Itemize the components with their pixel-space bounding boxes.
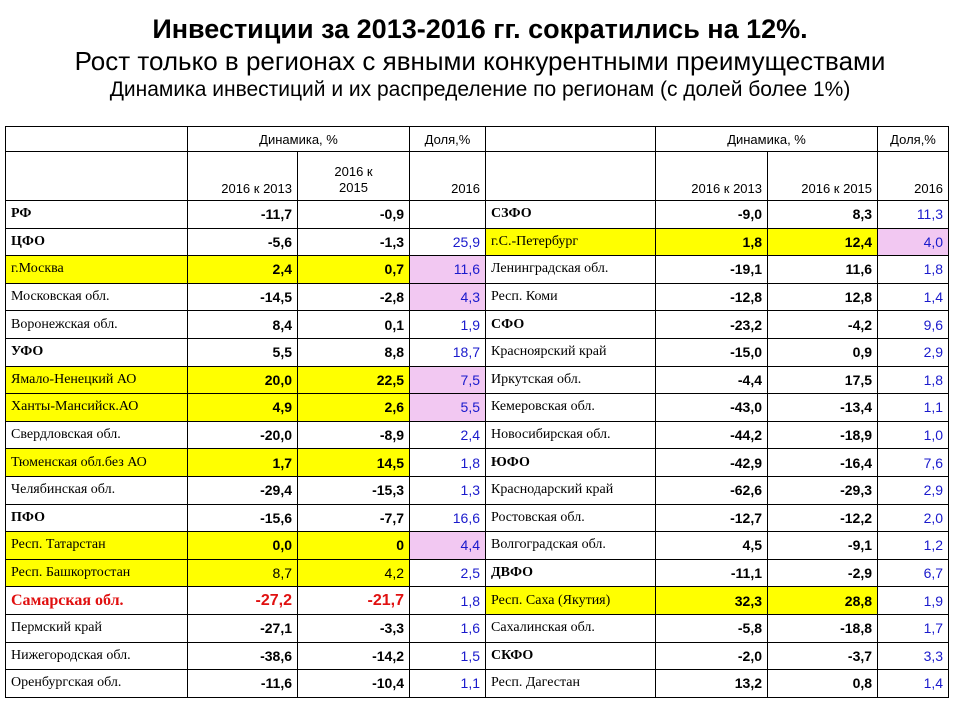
- dynamics-2013-left: 8,7: [188, 559, 298, 587]
- share-2016-right: 1,8: [878, 366, 949, 394]
- dynamics-2013-right: -4,4: [656, 366, 768, 394]
- dynamics-2013-left: 2,4: [188, 256, 298, 284]
- region-name-left: г.Москва: [6, 256, 188, 284]
- dynamics-2015-right: -13,4: [768, 394, 878, 422]
- dynamics-2013-right: -43,0: [656, 394, 768, 422]
- dynamics-2015-left: 0,1: [298, 311, 410, 339]
- region-name-left: ПФО: [6, 504, 188, 532]
- dynamics-2013-right: -15,0: [656, 338, 768, 366]
- region-name-left: Оренбургская обл.: [6, 670, 188, 698]
- dynamics-2013-right: -2,0: [656, 642, 768, 670]
- dynamics-2013-right: -23,2: [656, 311, 768, 339]
- header-2015-left-text: 2016 к 2015: [334, 164, 373, 195]
- dynamics-2013-left: -11,6: [188, 670, 298, 698]
- region-name-right: СЗФО: [486, 201, 656, 229]
- header-region-right: [486, 152, 656, 201]
- region-name-left: Челябинская обл.: [6, 476, 188, 504]
- share-2016-left: 2,4: [410, 421, 486, 449]
- table-row: [6, 283, 949, 311]
- share-2016-left: 4,4: [410, 532, 486, 560]
- region-name-right: СКФО: [486, 642, 656, 670]
- region-name-right: Красноярский край: [486, 338, 656, 366]
- page-title: Инвестиции за 2013-2016 гг. сократились на 12%.: [152, 14, 808, 44]
- dynamics-2013-left: 20,0: [188, 366, 298, 394]
- dynamics-2015-right: -16,4: [768, 449, 878, 477]
- share-2016-left: 5,5: [410, 394, 486, 422]
- dynamics-2015-right: 28,8: [768, 587, 878, 615]
- dynamics-2013-left: -15,6: [188, 504, 298, 532]
- share-2016-left: 1,8: [410, 587, 486, 615]
- share-2016-left: [410, 201, 486, 229]
- dynamics-2013-left: -5,6: [188, 228, 298, 256]
- dynamics-2015-left: 14,5: [298, 449, 410, 477]
- region-name-left: Тюменская обл.без АО: [6, 449, 188, 477]
- dynamics-2013-left: -27,2: [188, 587, 298, 615]
- region-name-left: Самарская обл.: [6, 587, 188, 615]
- dynamics-2013-right: -11,1: [656, 559, 768, 587]
- dynamics-2013-right: -19,1: [656, 256, 768, 284]
- dynamics-2015-left: -14,2: [298, 642, 410, 670]
- share-2016-right: 1,1: [878, 394, 949, 422]
- share-2016-left: 11,6: [410, 256, 486, 284]
- dynamics-2015-left: -1,3: [298, 228, 410, 256]
- region-name-left: Ямало-Ненецкий АО: [6, 366, 188, 394]
- dynamics-2015-right: -18,8: [768, 614, 878, 642]
- table-row: [6, 614, 949, 642]
- dynamics-2015-left: -7,7: [298, 504, 410, 532]
- region-name-left: Ханты-Мансийск.АО: [6, 394, 188, 422]
- header-share-right: Доля,%: [878, 127, 949, 152]
- dynamics-2013-right: -5,8: [656, 614, 768, 642]
- share-2016-left: 1,9: [410, 311, 486, 339]
- region-name-right: ДВФО: [486, 559, 656, 587]
- table-row: [6, 532, 949, 560]
- share-2016-left: 1,8: [410, 449, 486, 477]
- dynamics-2013-left: -20,0: [188, 421, 298, 449]
- region-name-right: Респ. Саха (Якутия): [486, 587, 656, 615]
- table-row: [6, 587, 949, 615]
- share-2016-right: 11,3: [878, 201, 949, 229]
- dynamics-2015-right: 0,9: [768, 338, 878, 366]
- dynamics-2015-right: 17,5: [768, 366, 878, 394]
- region-name-left: Респ. Татарстан: [6, 532, 188, 560]
- table-caption: Динамика инвестиций и их распределение по регионам (с долей более 1%): [109, 78, 851, 101]
- share-2016-left: 7,5: [410, 366, 486, 394]
- share-2016-right: 3,3: [878, 642, 949, 670]
- dynamics-2015-left: 4,2: [298, 559, 410, 587]
- region-name-right: Новосибирская обл.: [486, 421, 656, 449]
- dynamics-2015-left: 2,6: [298, 394, 410, 422]
- dynamics-2015-left: -0,9: [298, 201, 410, 229]
- dynamics-2013-right: 32,3: [656, 587, 768, 615]
- dynamics-2015-left: -15,3: [298, 476, 410, 504]
- dynamics-2013-right: 1,8: [656, 228, 768, 256]
- table-row: [6, 256, 949, 284]
- dynamics-2015-right: 0,8: [768, 670, 878, 698]
- share-2016-left: 2,5: [410, 559, 486, 587]
- dynamics-2015-left: -3,3: [298, 614, 410, 642]
- table-row: [6, 228, 949, 256]
- dynamics-2013-left: -27,1: [188, 614, 298, 642]
- dynamics-2013-left: 8,4: [188, 311, 298, 339]
- region-name-left: Нижегородская обл.: [6, 642, 188, 670]
- dynamics-2013-left: -29,4: [188, 476, 298, 504]
- header-empty-left: [6, 127, 188, 152]
- dynamics-2013-right: -42,9: [656, 449, 768, 477]
- region-name-left: ЦФО: [6, 228, 188, 256]
- dynamics-2013-left: -11,7: [188, 201, 298, 229]
- dynamics-2015-right: 12,8: [768, 283, 878, 311]
- region-name-right: СФО: [486, 311, 656, 339]
- dynamics-2015-left: 22,5: [298, 366, 410, 394]
- region-name-right: Ростовская обл.: [486, 504, 656, 532]
- dynamics-2013-left: 4,9: [188, 394, 298, 422]
- dynamics-2015-right: -18,9: [768, 421, 878, 449]
- header-2016-left: 2016: [410, 152, 486, 201]
- dynamics-2015-left: -10,4: [298, 670, 410, 698]
- header-2015-right: 2016 к 2015: [768, 152, 878, 201]
- dynamics-2013-right: -12,8: [656, 283, 768, 311]
- dynamics-2013-left: 0,0: [188, 532, 298, 560]
- dynamics-2015-right: -2,9: [768, 559, 878, 587]
- share-2016-right: 7,6: [878, 449, 949, 477]
- region-name-left: Свердловская обл.: [6, 421, 188, 449]
- region-name-right: Респ. Коми: [486, 283, 656, 311]
- dynamics-2015-left: -8,9: [298, 421, 410, 449]
- region-name-right: г.С.-Петербург: [486, 228, 656, 256]
- dynamics-2013-right: -44,2: [656, 421, 768, 449]
- table-row: [6, 449, 949, 477]
- share-2016-right: 1,9: [878, 587, 949, 615]
- share-2016-right: 1,7: [878, 614, 949, 642]
- header-2013-right: 2016 к 2013: [656, 152, 768, 201]
- share-2016-right: 1,0: [878, 421, 949, 449]
- header-region-left: [6, 152, 188, 201]
- region-name-left: РФ: [6, 201, 188, 229]
- region-name-right: Респ. Дагестан: [486, 670, 656, 698]
- dynamics-2013-right: -12,7: [656, 504, 768, 532]
- header-share-left: Доля,%: [410, 127, 486, 152]
- region-name-right: Сахалинская обл.: [486, 614, 656, 642]
- table-row: [6, 642, 949, 670]
- share-2016-left: 1,3: [410, 476, 486, 504]
- share-2016-right: 6,7: [878, 559, 949, 587]
- header-2016-right: 2016: [878, 152, 949, 201]
- dynamics-2013-left: 1,7: [188, 449, 298, 477]
- dynamics-2015-left: 8,8: [298, 338, 410, 366]
- header-dynamics-left: Динамика, %: [188, 127, 410, 152]
- share-2016-left: 1,5: [410, 642, 486, 670]
- region-name-left: УФО: [6, 338, 188, 366]
- region-name-left: Воронежская обл.: [6, 311, 188, 339]
- dynamics-2015-right: -12,2: [768, 504, 878, 532]
- header-2015-left: [298, 152, 410, 201]
- header-row-1: [6, 127, 949, 152]
- page-subtitle: Рост только в регионах с явными конкурентными преимуществами: [74, 46, 886, 76]
- share-2016-right: 4,0: [878, 228, 949, 256]
- dynamics-2013-left: -38,6: [188, 642, 298, 670]
- share-2016-right: 2,0: [878, 504, 949, 532]
- dynamics-2015-left: -2,8: [298, 283, 410, 311]
- dynamics-2013-left: -14,5: [188, 283, 298, 311]
- investment-table: [5, 126, 949, 698]
- share-2016-left: 16,6: [410, 504, 486, 532]
- dynamics-2013-right: -9,0: [656, 201, 768, 229]
- share-2016-right: 2,9: [878, 338, 949, 366]
- header-empty-right: [486, 127, 656, 152]
- dynamics-2013-left: 5,5: [188, 338, 298, 366]
- dynamics-2015-left: 0,7: [298, 256, 410, 284]
- table-row: [6, 338, 949, 366]
- share-2016-left: 1,6: [410, 614, 486, 642]
- title-block: [0, 12, 960, 104]
- dynamics-2015-right: 11,6: [768, 256, 878, 284]
- dynamics-2015-left: -21,7: [298, 587, 410, 615]
- share-2016-left: 25,9: [410, 228, 486, 256]
- dynamics-2013-right: 4,5: [656, 532, 768, 560]
- table-row: [6, 476, 949, 504]
- table-row: [6, 366, 949, 394]
- dynamics-2015-right: -9,1: [768, 532, 878, 560]
- table-row: [6, 394, 949, 422]
- table-row: [6, 311, 949, 339]
- region-name-right: Иркутская обл.: [486, 366, 656, 394]
- share-2016-left: 4,3: [410, 283, 486, 311]
- region-name-right: Ленинградская обл.: [486, 256, 656, 284]
- share-2016-right: 1,8: [878, 256, 949, 284]
- header-row-2: [6, 152, 949, 201]
- header-dynamics-right: Динамика, %: [656, 127, 878, 152]
- region-name-right: ЮФО: [486, 449, 656, 477]
- header-2013-left: 2016 к 2013: [188, 152, 298, 201]
- table-row: [6, 670, 949, 698]
- dynamics-2015-right: -4,2: [768, 311, 878, 339]
- table-row: [6, 201, 949, 229]
- share-2016-left: 18,7: [410, 338, 486, 366]
- dynamics-2015-right: 12,4: [768, 228, 878, 256]
- share-2016-right: 1,4: [878, 670, 949, 698]
- region-name-right: Волгоградская обл.: [486, 532, 656, 560]
- region-name-right: Краснодарский край: [486, 476, 656, 504]
- dynamics-2013-right: 13,2: [656, 670, 768, 698]
- dynamics-2015-right: -29,3: [768, 476, 878, 504]
- table-row: [6, 559, 949, 587]
- dynamics-2015-right: 8,3: [768, 201, 878, 229]
- dynamics-2015-right: -3,7: [768, 642, 878, 670]
- share-2016-right: 1,2: [878, 532, 949, 560]
- region-name-left: Респ. Башкортостан: [6, 559, 188, 587]
- dynamics-2013-right: -62,6: [656, 476, 768, 504]
- share-2016-right: 9,6: [878, 311, 949, 339]
- share-2016-left: 1,1: [410, 670, 486, 698]
- share-2016-right: 2,9: [878, 476, 949, 504]
- region-name-right: Кемеровская обл.: [486, 394, 656, 422]
- table-row: [6, 504, 949, 532]
- dynamics-2015-left: 0: [298, 532, 410, 560]
- table-row: [6, 421, 949, 449]
- share-2016-right: 1,4: [878, 283, 949, 311]
- region-name-left: Московская обл.: [6, 283, 188, 311]
- region-name-left: Пермский край: [6, 614, 188, 642]
